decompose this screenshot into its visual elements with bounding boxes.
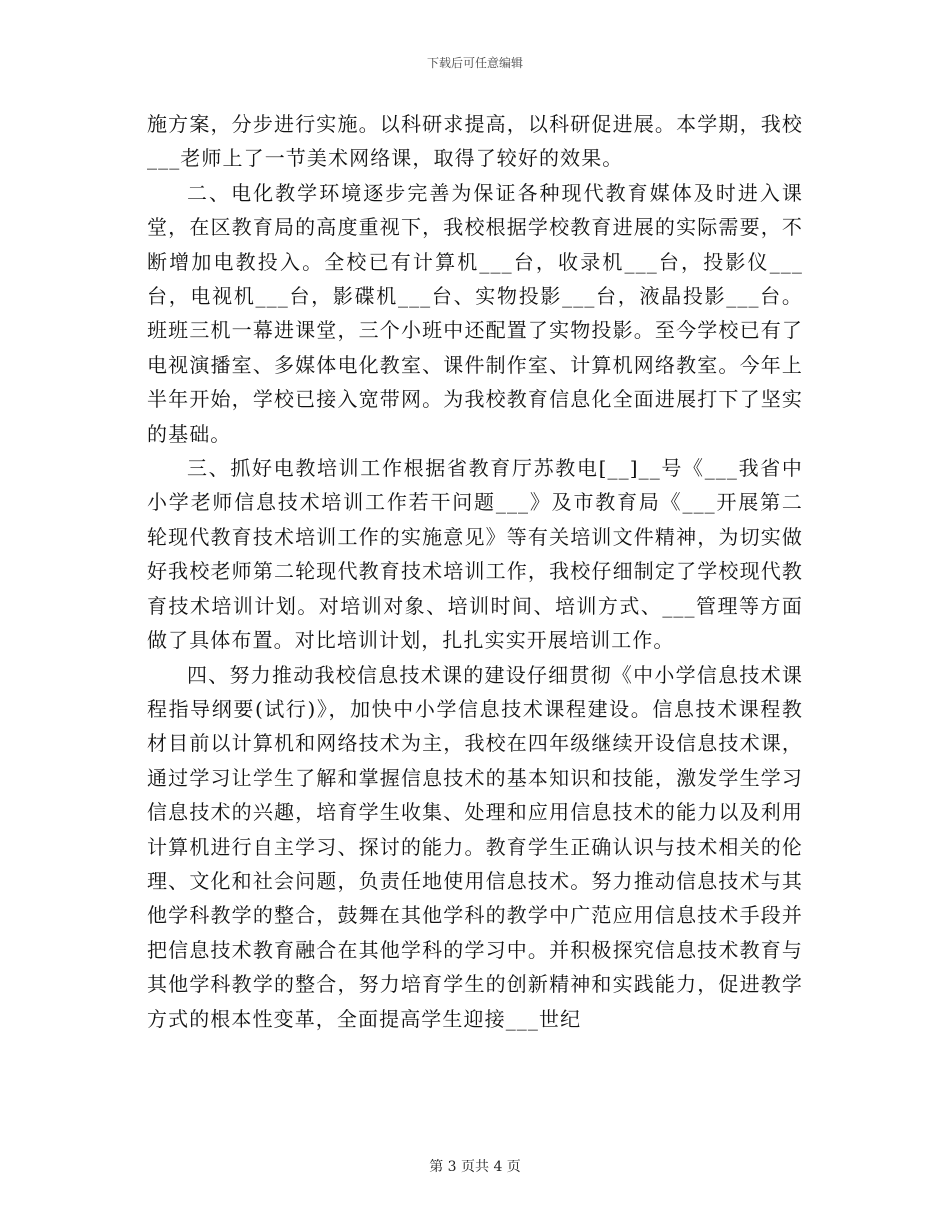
paragraph-3: 三、抓好电教培训工作根据省教育厅苏教电[__]__号《___我省中小学老师信息技术培训工作若干问题___》及市教育局《___开展第二轮现代教育技术培训工作的实施意见》等有关培训文件精神，为切实做好我校老师第二轮现代教育技术培训工作，我校仔细制定了学校现代教育技术培训计划。对培训对象、培训时间、培训方式、___管理等方面做了具体布置。对比培训计划，扎扎实实开展培训工作。 <box>147 456 803 653</box>
paragraph-4: 四、努力推动我校信息技术课的建设仔细贯彻《中小学信息技术课程指导纲要(试行)》，加快中小学信息技术课程建设。信息技术课程教材目前以计算机和网络技术为主，我校在四年级继续开设信息技术课，通过学习让学生了解和掌握信息技术的基本知识和技能，激发学生学习信息技术的兴趣，培育学生收集、处理和应用信息技术的能力以及利用计算机进行自主学习、探讨的能力。教育学生正确认识与技术相关的伦理、文化和社会问题，负责任地使用信息技术。努力推动信息技术与其他学科教学的整合，鼓舞在其他学科的教学中广范应用信息技术手段并把信息技术教育融合在其他学科的学习中。并积极探究信息技术教育与其他学科教学的整合，努力培育学生的创新精神和实践能力，促进教学方式的根本性变革，全面提高学生迎接___世纪 <box>147 662 803 1031</box>
page-number: 第 3 页共 4 页 <box>429 1159 521 1175</box>
paragraph-1: 施方案，分步进行实施。以科研求提高，以科研促进展。本学期，我校___老师上了一节美术网络课，取得了较好的效果。 <box>147 112 803 171</box>
page-header: 下载后可任意编辑 <box>426 56 523 70</box>
document-body <box>147 107 803 1036</box>
paragraph-2: 二、电化教学环境逐步完善为保证各种现代教育媒体及时进入课堂，在区教育局的高度重视下，我校根据学校教育进展的实际需要，不断增加电教投入。全校已有计算机___台，收录机___台，投影仪___台，电视机___台，影碟机___台、实物投影___台，液晶投影___台。班班三机一幕进课堂，三个小班中还配置了实物投影。至今学校已有了电视演播室、多媒体电化教室、课件制作室、计算机网络教室。今年上半年开始，学校已接入宽带网。为我校教育信息化全面进展打下了坚实的基础。 <box>147 180 803 446</box>
